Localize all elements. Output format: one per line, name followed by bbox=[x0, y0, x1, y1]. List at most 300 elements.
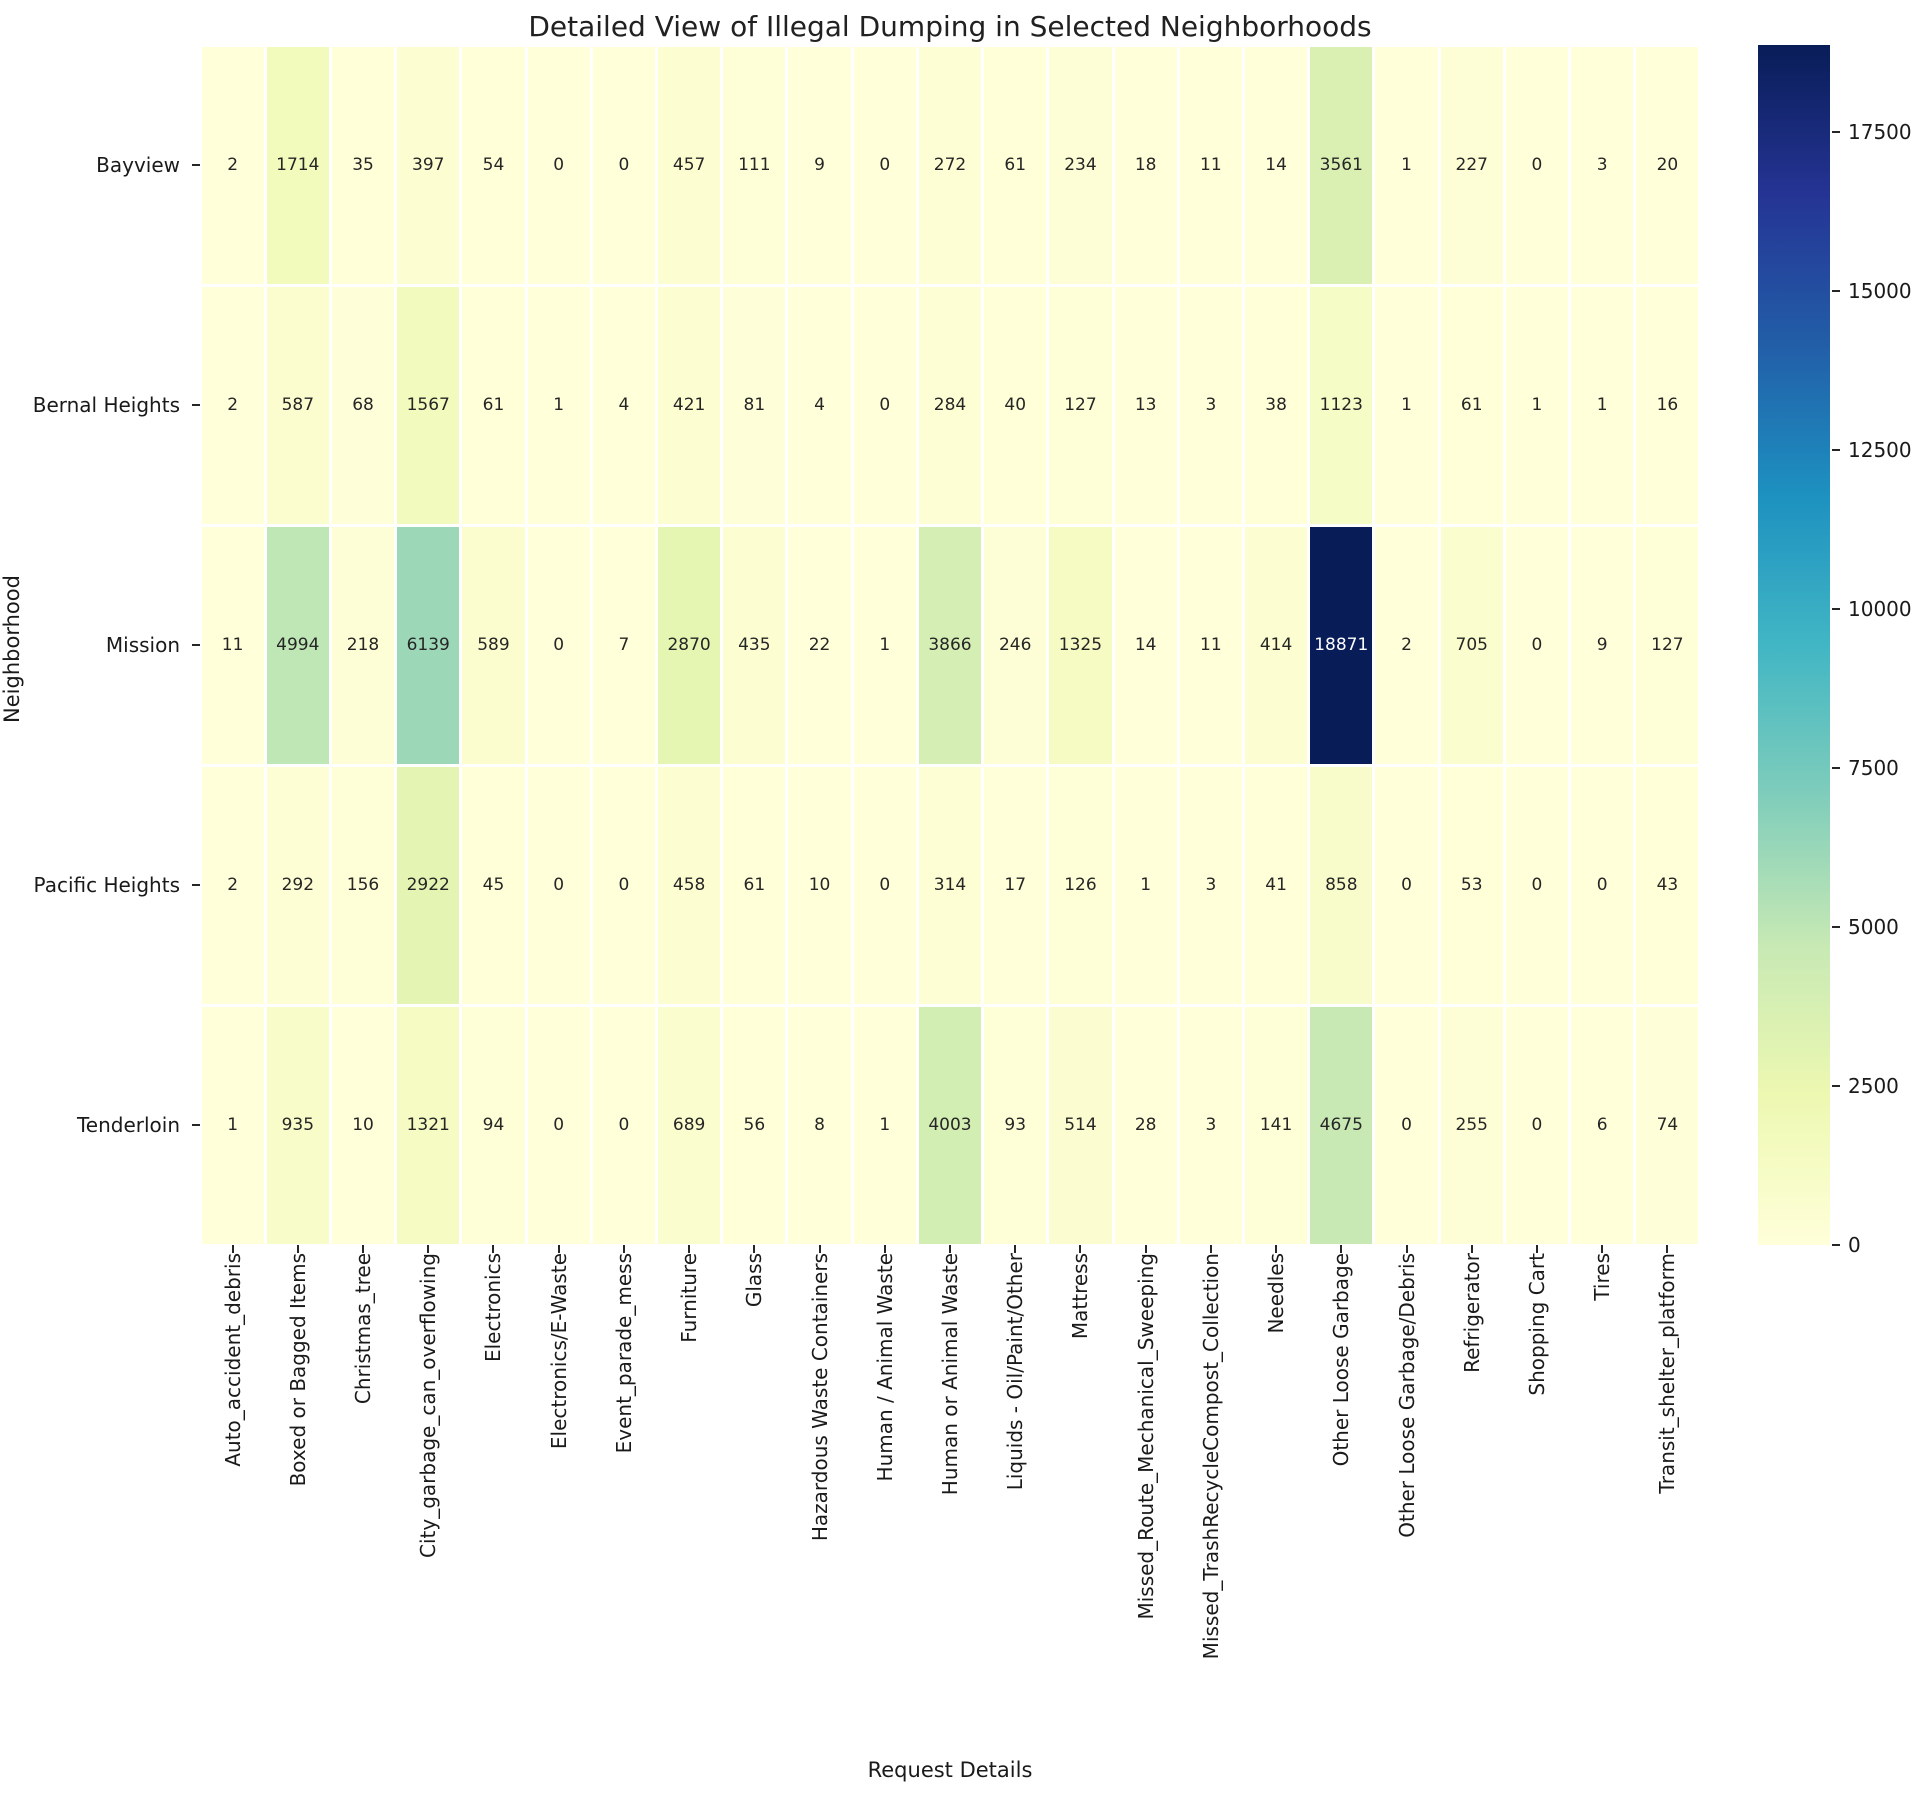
heatmap-cell-value: 4675 bbox=[1319, 1114, 1363, 1135]
heatmap-cell bbox=[1180, 1007, 1242, 1244]
chart-title: Detailed View of Illegal Dumping in Selected Neighborhoods bbox=[528, 10, 1372, 43]
heatmap-cell bbox=[1506, 1007, 1568, 1244]
heatmap-cell-value: 56 bbox=[743, 1114, 766, 1135]
heatmap-cell-value: 705 bbox=[1455, 634, 1488, 655]
heatmap-cell-value: 11 bbox=[221, 634, 244, 655]
x-tick-label-text: Auto_accident_debris bbox=[220, 1253, 245, 1467]
heatmap-cell bbox=[1245, 1007, 1307, 1244]
heatmap-cell bbox=[1636, 287, 1698, 524]
heatmap-cell bbox=[1571, 47, 1633, 284]
heatmap-cell bbox=[202, 47, 264, 284]
heatmap-cell-value: 0 bbox=[1596, 874, 1608, 895]
heatmap-cell-value: 3 bbox=[1596, 154, 1608, 175]
heatmap-cell bbox=[267, 47, 329, 284]
heatmap-cell-value: 0 bbox=[879, 154, 891, 175]
heatmap-cell bbox=[919, 287, 981, 524]
heatmap-cell-value: 0 bbox=[1531, 1114, 1543, 1135]
heatmap-cell-value: 1 bbox=[1140, 874, 1152, 895]
colorbar-tick-label: 12500 bbox=[1848, 438, 1912, 463]
heatmap-cell-value: 1 bbox=[879, 634, 891, 655]
heatmap-cell-value: 61 bbox=[1460, 394, 1483, 415]
heatmap-cell-value: 2870 bbox=[667, 634, 711, 655]
heatmap-cell-value: 11 bbox=[1200, 634, 1222, 655]
heatmap-cell bbox=[397, 47, 459, 284]
heatmap-cell-value: 8 bbox=[814, 1114, 825, 1135]
heatmap-cell bbox=[788, 767, 850, 1004]
x-tick-mark bbox=[1406, 1245, 1408, 1253]
heatmap-cell-value: 17 bbox=[1004, 874, 1027, 895]
colorbar-tick-label: 10000 bbox=[1848, 597, 1912, 622]
x-tick-label bbox=[200, 1253, 265, 1723]
x-axis-title: Request Details bbox=[867, 1758, 1033, 1782]
x-tick-label-text: Tires bbox=[1590, 1253, 1615, 1301]
heatmap-cell-value: 45 bbox=[482, 874, 505, 895]
x-tick-label-text: Needles bbox=[1264, 1253, 1289, 1334]
heatmap-cell-value: 22 bbox=[808, 634, 831, 655]
heatmap-cell-value: 14 bbox=[1265, 154, 1287, 175]
heatmap-cell-value: 0 bbox=[1401, 1114, 1412, 1135]
heatmap-cell bbox=[267, 1007, 329, 1244]
x-tick-mark bbox=[819, 1245, 821, 1253]
heatmap-cell bbox=[1245, 767, 1307, 1004]
heatmap-cell bbox=[1375, 767, 1437, 1004]
heatmap-cell bbox=[267, 767, 329, 1004]
heatmap-cell bbox=[1441, 1007, 1503, 1244]
heatmap-cell-value: 18871 bbox=[1314, 634, 1369, 655]
heatmap-cell-value: 20 bbox=[1656, 154, 1679, 175]
y-tick-mark bbox=[192, 1124, 200, 1126]
x-tick-label bbox=[526, 1253, 591, 1723]
heatmap-cell-value: 43 bbox=[1656, 874, 1679, 895]
heatmap-cell-value: 314 bbox=[933, 874, 967, 895]
heatmap-cell bbox=[1375, 527, 1437, 764]
x-tick-mark bbox=[1210, 1245, 1212, 1253]
x-tick-label bbox=[1635, 1253, 1700, 1723]
heatmap-cell-value: 935 bbox=[281, 1114, 315, 1135]
heatmap-cell bbox=[658, 767, 720, 1004]
heatmap-cell bbox=[1506, 47, 1568, 284]
heatmap-cell-value: 0 bbox=[879, 394, 891, 415]
heatmap-cell-value: 111 bbox=[738, 154, 771, 175]
heatmap-cell bbox=[1441, 287, 1503, 524]
y-axis-title: Neighborhood bbox=[0, 575, 24, 723]
heatmap-cell-value: 61 bbox=[1004, 154, 1027, 175]
x-tick-label bbox=[1439, 1253, 1504, 1723]
heatmap-cell-value: 272 bbox=[933, 154, 967, 175]
x-tick-label-text: Glass bbox=[742, 1253, 767, 1308]
heatmap-cell bbox=[919, 527, 981, 764]
y-tick-label: Mission bbox=[105, 633, 180, 657]
heatmap-cell bbox=[1180, 527, 1242, 764]
colorbar-tick-mark bbox=[1832, 608, 1840, 610]
heatmap-cell-value: 1325 bbox=[1058, 634, 1103, 655]
heatmap-cell bbox=[1115, 527, 1177, 764]
heatmap-cell bbox=[1180, 47, 1242, 284]
heatmap-cell-value: 156 bbox=[346, 874, 380, 895]
heatmap-cell-value: 4 bbox=[814, 394, 825, 415]
x-tick-label-text: Missed_TrashRecycleCompost_Collection bbox=[1198, 1253, 1223, 1660]
heatmap-cell bbox=[1571, 767, 1633, 1004]
heatmap-cell bbox=[723, 527, 785, 764]
heatmap-cell-value: 2 bbox=[227, 874, 239, 895]
x-tick-label-text: Hazardous Waste Containers bbox=[807, 1253, 832, 1542]
heatmap-cell-value: 40 bbox=[1004, 394, 1027, 415]
heatmap-cell bbox=[593, 527, 655, 764]
heatmap-cell-value: 0 bbox=[1531, 874, 1543, 895]
x-tick-mark bbox=[753, 1245, 755, 1253]
heatmap-cell bbox=[1571, 287, 1633, 524]
heatmap-cell bbox=[202, 767, 264, 1004]
heatmap-cell bbox=[854, 767, 916, 1004]
heatmap-cell bbox=[267, 287, 329, 524]
heatmap-cell-value: 255 bbox=[1455, 1114, 1488, 1135]
heatmap-cell-value: 127 bbox=[1651, 634, 1684, 655]
heatmap-cell bbox=[397, 287, 459, 524]
x-tick-label bbox=[1374, 1253, 1439, 1723]
heatmap-cell-value: 141 bbox=[1259, 1114, 1293, 1135]
y-tick-mark bbox=[192, 644, 200, 646]
heatmap-cell-value: 514 bbox=[1064, 1114, 1097, 1135]
heatmap-cell bbox=[984, 47, 1046, 284]
x-tick-mark bbox=[1536, 1245, 1538, 1253]
colorbar bbox=[1758, 45, 1830, 1245]
heatmap-cell bbox=[1245, 47, 1307, 284]
heatmap-cell bbox=[723, 287, 785, 524]
x-tick-mark bbox=[1340, 1245, 1342, 1253]
heatmap-cell bbox=[919, 47, 981, 284]
heatmap-cell bbox=[593, 767, 655, 1004]
heatmap-cell bbox=[1049, 287, 1111, 524]
heatmap-cell bbox=[1049, 767, 1111, 1004]
heatmap-cell-value: 1 bbox=[1596, 394, 1608, 415]
colorbar-tick-mark bbox=[1832, 926, 1840, 928]
x-tick-label bbox=[461, 1253, 526, 1723]
heatmap-cell bbox=[593, 47, 655, 284]
heatmap-cell bbox=[1310, 527, 1372, 764]
x-tick-mark bbox=[1666, 1245, 1668, 1253]
heatmap-cell bbox=[1310, 47, 1372, 284]
heatmap-cell-value: 74 bbox=[1656, 1114, 1679, 1135]
heatmap-cell-value: 11 bbox=[1200, 154, 1222, 175]
heatmap-cell-value: 284 bbox=[933, 394, 967, 415]
heatmap-cell-value: 0 bbox=[618, 154, 630, 175]
heatmap-cell-value: 2 bbox=[1401, 634, 1412, 655]
x-tick-mark bbox=[623, 1245, 625, 1253]
heatmap-cell-value: 35 bbox=[352, 154, 374, 175]
x-tick-label-text: Liquids - Oil/Paint/Other bbox=[1003, 1253, 1028, 1491]
x-tick-label bbox=[852, 1253, 917, 1723]
heatmap-cell bbox=[1245, 527, 1307, 764]
x-tick-label bbox=[787, 1253, 852, 1723]
colorbar-tick-label: 15000 bbox=[1848, 279, 1912, 304]
heatmap-cell-value: 0 bbox=[1531, 634, 1543, 655]
heatmap-cell-value: 234 bbox=[1064, 154, 1097, 175]
heatmap-cell-value: 6139 bbox=[406, 634, 450, 655]
x-tick-mark bbox=[688, 1245, 690, 1253]
y-tick-label: Pacific Heights bbox=[33, 873, 180, 897]
heatmap-cell-value: 54 bbox=[482, 154, 505, 175]
colorbar-tick-mark bbox=[1832, 290, 1840, 292]
heatmap-cell bbox=[658, 287, 720, 524]
heatmap-cell-value: 858 bbox=[1325, 874, 1358, 895]
heatmap-cell bbox=[854, 47, 916, 284]
colorbar-tick-mark bbox=[1832, 1085, 1840, 1087]
heatmap-cell bbox=[723, 767, 785, 1004]
heatmap-cell bbox=[1115, 1007, 1177, 1244]
heatmap-cell bbox=[1049, 1007, 1111, 1244]
heatmap-cell-value: 414 bbox=[1259, 634, 1293, 655]
x-tick-mark bbox=[362, 1245, 364, 1253]
heatmap-cell bbox=[332, 767, 394, 1004]
heatmap-cell bbox=[1636, 47, 1698, 284]
x-tick-label-text: Other Loose Garbage bbox=[1329, 1253, 1354, 1467]
x-tick-label bbox=[1504, 1253, 1569, 1723]
x-tick-mark bbox=[297, 1245, 299, 1253]
heatmap-cell bbox=[984, 1007, 1046, 1244]
heatmap-cell bbox=[1506, 767, 1568, 1004]
x-tick-label bbox=[1178, 1253, 1243, 1723]
heatmap-cell bbox=[332, 287, 394, 524]
heatmap-cell bbox=[1115, 767, 1177, 1004]
heatmap-cell bbox=[1180, 767, 1242, 1004]
x-tick-mark bbox=[232, 1245, 234, 1253]
x-tick-label-text: Furniture bbox=[677, 1253, 702, 1343]
heatmap-cell-value: 16 bbox=[1656, 394, 1679, 415]
heatmap-cell-value: 1123 bbox=[1319, 394, 1363, 415]
heatmap-cell bbox=[332, 1007, 394, 1244]
heatmap-cell-value: 1 bbox=[1531, 394, 1543, 415]
heatmap-cell bbox=[1049, 47, 1111, 284]
heatmap-cell-value: 4994 bbox=[276, 634, 320, 655]
heatmap-cell bbox=[397, 767, 459, 1004]
heatmap-cell bbox=[919, 767, 981, 1004]
colorbar-tick-mark bbox=[1832, 767, 1840, 769]
heatmap-cell-value: 1714 bbox=[276, 154, 320, 175]
heatmap-cell-value: 2922 bbox=[406, 874, 450, 895]
heatmap-cell bbox=[1375, 1007, 1437, 1244]
heatmap-cell bbox=[788, 287, 850, 524]
heatmap-cell bbox=[1506, 287, 1568, 524]
heatmap-cell bbox=[788, 527, 850, 764]
y-tick-mark bbox=[192, 404, 200, 406]
heatmap-cell-value: 1 bbox=[1401, 394, 1412, 415]
heatmap-cell bbox=[202, 287, 264, 524]
x-tick-label-text: City_garbage_can_overflowing bbox=[416, 1253, 441, 1558]
heatmap-cell-value: 41 bbox=[1265, 874, 1287, 895]
heatmap-cell-value: 9 bbox=[814, 154, 825, 175]
heatmap-cell bbox=[397, 527, 459, 764]
x-tick-label bbox=[1243, 1253, 1308, 1723]
heatmap-cell-value: 435 bbox=[738, 634, 771, 655]
heatmap-cell bbox=[658, 527, 720, 764]
x-tick-label bbox=[1309, 1253, 1374, 1723]
heatmap-cell-value: 1 bbox=[227, 1114, 239, 1135]
heatmap-cell-value: 3561 bbox=[1319, 154, 1363, 175]
heatmap-cell bbox=[854, 527, 916, 764]
x-tick-label bbox=[657, 1253, 722, 1723]
x-tick-label-text: Event_parade_mess bbox=[611, 1253, 636, 1454]
heatmap-cell bbox=[658, 47, 720, 284]
heatmap-cell-value: 61 bbox=[743, 874, 766, 895]
heatmap-cell bbox=[1310, 767, 1372, 1004]
heatmap-cell bbox=[788, 47, 850, 284]
x-tick-label-text: Refrigerator bbox=[1459, 1253, 1484, 1373]
heatmap-cell-value: 10 bbox=[808, 874, 831, 895]
x-tick-label bbox=[591, 1253, 656, 1723]
heatmap-cell bbox=[332, 527, 394, 764]
heatmap-cell-value: 1567 bbox=[406, 394, 450, 415]
heatmap-cell bbox=[1310, 1007, 1372, 1244]
x-tick-label bbox=[983, 1253, 1048, 1723]
heatmap-cell-value: 0 bbox=[879, 874, 891, 895]
x-tick-mark bbox=[492, 1245, 494, 1253]
heatmap-cell bbox=[1375, 287, 1437, 524]
x-tick-mark bbox=[884, 1245, 886, 1253]
x-tick-label-text: Electronics bbox=[481, 1253, 506, 1363]
heatmap-cell-value: 0 bbox=[1531, 154, 1543, 175]
heatmap-cell-value: 6 bbox=[1596, 1114, 1608, 1135]
heatmap-cell bbox=[1636, 1007, 1698, 1244]
x-tick-label-text: Human or Animal Waste bbox=[937, 1253, 962, 1496]
heatmap-cell-value: 3866 bbox=[928, 634, 972, 655]
heatmap-cell bbox=[1441, 47, 1503, 284]
heatmap-cell-value: 4 bbox=[618, 394, 630, 415]
heatmap-cell-value: 587 bbox=[281, 394, 315, 415]
heatmap-cell-value: 28 bbox=[1134, 1114, 1157, 1135]
heatmap-cell bbox=[202, 1007, 264, 1244]
colorbar-tick-label: 5000 bbox=[1848, 915, 1899, 940]
heatmap-cell-value: 18 bbox=[1134, 154, 1157, 175]
heatmap-cell-value: 246 bbox=[998, 634, 1032, 655]
x-tick-mark bbox=[427, 1245, 429, 1253]
heatmap-cell bbox=[723, 47, 785, 284]
heatmap-cell bbox=[854, 287, 916, 524]
heatmap-cell-value: 14 bbox=[1134, 634, 1157, 655]
heatmap-cell bbox=[1115, 47, 1177, 284]
heatmap-cell-value: 7 bbox=[618, 634, 630, 655]
heatmap-cell-value: 0 bbox=[553, 154, 565, 175]
heatmap-cell bbox=[788, 1007, 850, 1244]
heatmap-plot-area bbox=[200, 45, 1700, 1245]
heatmap-cell-value: 689 bbox=[672, 1114, 706, 1135]
heatmap-cell-value: 0 bbox=[553, 634, 565, 655]
x-tick-mark bbox=[1275, 1245, 1277, 1253]
x-tick-label-text: Boxed or Bagged Items bbox=[285, 1253, 310, 1487]
heatmap-cell-value: 0 bbox=[618, 874, 630, 895]
heatmap-cell-value: 2 bbox=[227, 154, 239, 175]
heatmap-cell bbox=[1180, 287, 1242, 524]
colorbar-tick-mark bbox=[1832, 1244, 1840, 1246]
heatmap-cell-value: 227 bbox=[1455, 154, 1488, 175]
y-tick-label: Tenderloin bbox=[76, 1113, 180, 1137]
heatmap-cell bbox=[528, 1007, 590, 1244]
heatmap-cell-value: 1321 bbox=[406, 1114, 450, 1135]
heatmap-cell bbox=[462, 47, 524, 284]
y-tick-label: Bernal Heights bbox=[32, 393, 180, 417]
heatmap-cell bbox=[1571, 1007, 1633, 1244]
x-tick-label-text: Electronics/E-Waste bbox=[546, 1253, 571, 1450]
x-tick-mark bbox=[949, 1245, 951, 1253]
x-tick-mark bbox=[558, 1245, 560, 1253]
heatmap-cell bbox=[462, 1007, 524, 1244]
x-tick-mark bbox=[1079, 1245, 1081, 1253]
heatmap-cell bbox=[984, 767, 1046, 1004]
heatmap-cell-value: 397 bbox=[412, 154, 445, 175]
colorbar-tick-label: 7500 bbox=[1848, 756, 1899, 781]
heatmap-cell bbox=[1115, 287, 1177, 524]
heatmap-cell-value: 3 bbox=[1205, 874, 1217, 895]
x-tick-label bbox=[265, 1253, 330, 1723]
heatmap-cell-value: 127 bbox=[1064, 394, 1097, 415]
heatmap-cell bbox=[462, 287, 524, 524]
heatmap-cell-value: 421 bbox=[672, 394, 706, 415]
heatmap-cell bbox=[1636, 527, 1698, 764]
heatmap-cell-value: 457 bbox=[672, 154, 706, 175]
heatmap-cell bbox=[919, 1007, 981, 1244]
heatmap-cell-value: 458 bbox=[672, 874, 706, 895]
heatmap-cell bbox=[528, 287, 590, 524]
heatmap-cell bbox=[1636, 767, 1698, 1004]
heatmap-cell bbox=[1571, 527, 1633, 764]
colorbar-tick-mark bbox=[1832, 449, 1840, 451]
x-tick-label-text: Mattress bbox=[1068, 1253, 1093, 1340]
heatmap-cell-value: 0 bbox=[1401, 874, 1412, 895]
x-tick-mark bbox=[1014, 1245, 1016, 1253]
heatmap-cell bbox=[528, 47, 590, 284]
x-tick-label-text: Christmas_tree bbox=[351, 1253, 376, 1405]
heatmap-cell-value: 292 bbox=[281, 874, 315, 895]
x-tick-mark bbox=[1601, 1245, 1603, 1253]
heatmap-cell bbox=[1441, 767, 1503, 1004]
heatmap-cell-value: 38 bbox=[1265, 394, 1287, 415]
colorbar-tick-label: 2500 bbox=[1848, 1074, 1899, 1099]
heatmap-cell-value: 53 bbox=[1460, 874, 1483, 895]
heatmap-cell-value: 126 bbox=[1064, 874, 1097, 895]
heatmap-cell bbox=[984, 287, 1046, 524]
y-tick-mark bbox=[192, 164, 200, 166]
x-tick-label bbox=[330, 1253, 395, 1723]
heatmap-cell bbox=[593, 287, 655, 524]
y-tick-mark bbox=[192, 884, 200, 886]
heatmap-cell-value: 1 bbox=[553, 394, 565, 415]
heatmap-cell bbox=[202, 527, 264, 764]
x-tick-label bbox=[1570, 1253, 1635, 1723]
heatmap-cell bbox=[462, 527, 524, 764]
x-tick-label-text: Other Loose Garbage/Debris bbox=[1394, 1253, 1419, 1538]
heatmap-cell-value: 0 bbox=[553, 874, 565, 895]
heatmap-cell bbox=[658, 1007, 720, 1244]
heatmap-cell-value: 589 bbox=[477, 634, 510, 655]
heatmap-cell bbox=[723, 1007, 785, 1244]
heatmap-cell-value: 218 bbox=[346, 634, 380, 655]
heatmap-cell bbox=[984, 527, 1046, 764]
x-tick-label-text: Shopping Cart bbox=[1524, 1253, 1549, 1396]
x-tick-mark bbox=[1145, 1245, 1147, 1253]
colorbar-tick-label: 17500 bbox=[1848, 120, 1912, 145]
x-tick-label bbox=[1048, 1253, 1113, 1723]
x-tick-label-text: Human / Animal Waste bbox=[872, 1253, 897, 1482]
heatmap-cell bbox=[1049, 527, 1111, 764]
heatmap-cell bbox=[1506, 527, 1568, 764]
heatmap-cell-value: 0 bbox=[618, 1114, 630, 1135]
x-tick-label bbox=[1113, 1253, 1178, 1723]
heatmap-cell bbox=[397, 1007, 459, 1244]
x-tick-label bbox=[396, 1253, 461, 1723]
heatmap-cell bbox=[462, 767, 524, 1004]
heatmap-cell-value: 68 bbox=[352, 394, 374, 415]
heatmap-cell bbox=[1375, 47, 1437, 284]
heatmap-cell-value: 3 bbox=[1205, 394, 1217, 415]
